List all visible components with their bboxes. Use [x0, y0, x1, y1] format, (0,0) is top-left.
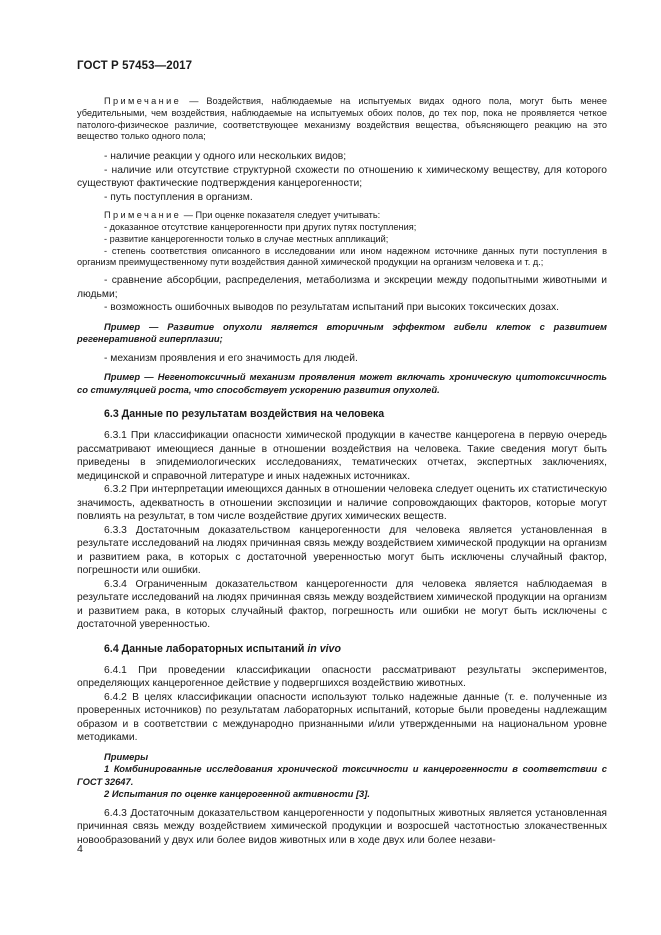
body-paragraph: 6.4.1 При проведении классификации опасности рассматривают результаты экспериментов, определяющих канцерогенное действие у подвергшихся воздействию животных.: [77, 664, 607, 690]
section-heading: 6.3 Данные по результатам воздействия на человека: [104, 408, 385, 421]
document-page: [77, 60, 607, 847]
body-paragraph: 6.3.3 Достаточным доказательством канцерогенности для человека является установленная в результате исследований на людях причинная связь между воздействием химической продукции на организм и развитием рака, в которых с достаточной уверенностью могут быть исключены случайный фактор, погрешности или ошибки.: [77, 524, 607, 577]
page-number: 4: [77, 843, 83, 855]
note-lead: Примечание: [104, 96, 182, 106]
note-lead: Примечание: [104, 210, 182, 221]
note-item: - степень соответствия описанного в исследовании или ином надежном источнике данных пути поступления в организм преимущественному пути воздействия данной химической продукции на организм человека и т. д.;: [77, 245, 607, 268]
body-paragraph: 6.3.1 При классификации опасности химической продукции в качестве канцерогена в первую очередь рассматривают имеющиеся данные в отношении воздействия на человека. Такие сведения могут быть приведены в эпидемиологических исследованиях, тематических отчетах, экспертных заключениях, медицинской и справочной литературе и иных надежных источниках.: [77, 430, 607, 482]
list-item: - механизм проявления и его значимость для людей.: [104, 352, 358, 364]
list-item: - возможность ошибочных выводов по результатам испытаний при высоких токсических дозах.: [104, 302, 560, 314]
section-heading: [77, 643, 607, 655]
example-item: 2 Испытания по оценке канцерогенной активности [3].: [104, 788, 371, 800]
list-item: - наличие или отсутствие структурной схожести по отношению к химическому веществу, для которого существуют фактические подтверждения канцерогенности;: [77, 164, 607, 190]
examples-title: Примеры: [104, 750, 149, 762]
example-paragraph: Пример — Развитие опухоли является вторичным эффектом гибели клеток с развитием регенеративной гиперплазии;: [77, 320, 607, 345]
note-paragraph: [77, 210, 607, 222]
body-paragraph: 6.4.2 В целях классификации опасности используют только надежные данные (т. е. полученные из проверенных источников) по результатам лабораторных испытаний, которые были проведены надлежащим образом и в соответствии с международно признанными и/или утвержденными на национальном уровне методиками.: [77, 691, 607, 744]
list-item: - наличие реакции у одного или нескольких видов;: [104, 151, 347, 163]
note-paragraph: [77, 96, 607, 143]
example-item: 1 Комбинированные исследования хронической токсичности и канцерогенности в соответствии с ГОСТ 32647.: [77, 763, 607, 787]
list-item: - сравнение абсорбции, распределения, метаболизма и экскреции между подопытными животными и людьми;: [77, 275, 607, 300]
section-heading-text: 6.4 Данные лабораторных испытаний: [104, 642, 308, 655]
note-text: — Воздействия, наблюдаемые на испытуемых видах одного пола, могут быть менее убедительными, чем воздействия, наблюдаемые на испытуемых обоих полов, до тех пор, пока не проявляется четкое патолого-физическое различие, соответствующее механизму воздействия вещества, объясняющего реакцию на это вещество только одного пола;: [77, 96, 607, 142]
body-paragraph: 6.4.3 Достаточным доказательством канцерогенности у подопытных животных является установленная причинная связь между воздействием химической продукции и возросшей частотностью злокачественных новообразований у двух или более видов животных или в ходе двух или более незави-: [77, 807, 607, 846]
section-heading-italic: in vivo: [307, 642, 341, 655]
body-paragraph: 6.3.2 При интерпретации имеющихся данных в отношении человека следует оценить их статистическую значимость, адекватность в отношении экспозиции и наличие сопровождающих факторов, которые могут повлиять на результат, в том числе воздействие других химических веществ.: [77, 484, 607, 523]
list-item: - путь поступления в организм.: [104, 191, 253, 203]
document-header: ГОСТ Р 57453—2017: [77, 60, 193, 72]
body-paragraph: 6.3.4 Ограниченным доказательством канцерогенности для человека является наблюдаемая в результате исследований на людях причинная связь между воздействием химической продукции на организм и развитием рака, в которых случайный фактор, погрешность или ошибки не могут быть исключены с достаточной уверенностью.: [77, 578, 607, 631]
note-item: - развитие канцерогенности только в случае местных аппликаций;: [104, 233, 389, 244]
note-text: — При оценке показателя следует учитывать:: [181, 210, 381, 221]
example-paragraph: Пример — Негенотоксичный механизм проявления может включать хроническую цитотоксичность со стимуляцией роста, что способствует ускорению развития опухолей.: [77, 371, 607, 395]
note-item: - доказанное отсутствие канцерогенности при других путях поступления;: [104, 221, 417, 232]
